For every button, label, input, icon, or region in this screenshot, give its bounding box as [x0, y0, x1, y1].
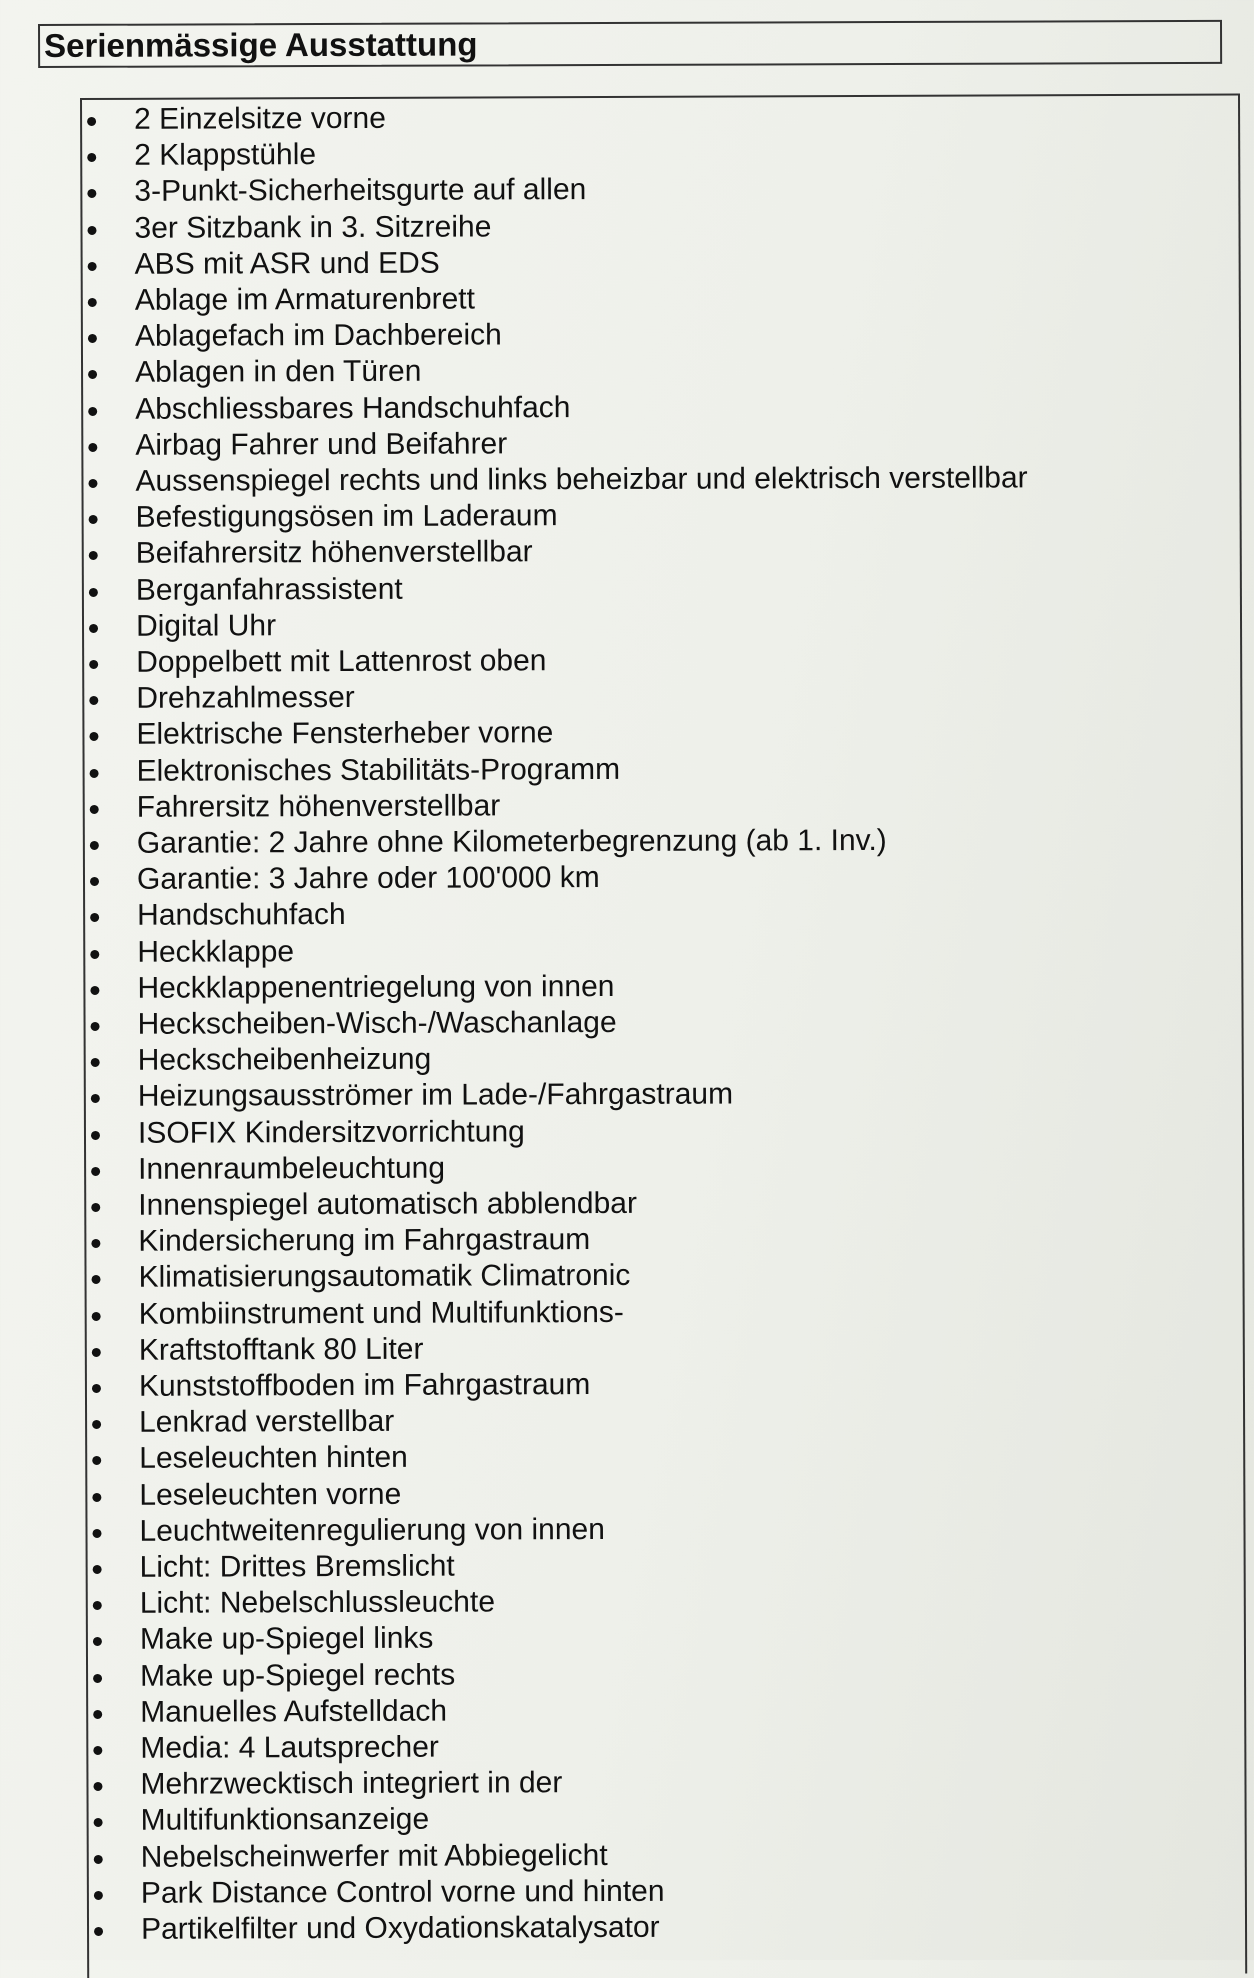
list-item-text: Licht: Nebelschlussleuchte — [140, 1585, 495, 1622]
bullet-icon — [92, 1529, 101, 1538]
list-item-text: 3er Sitzbank in 3. Sitzreihe — [134, 209, 491, 246]
bullet-icon — [91, 1058, 100, 1067]
bullet-icon — [93, 1746, 102, 1755]
bullet-icon — [88, 334, 97, 343]
list-item-text: Garantie: 3 Jahre oder 100'000 km — [137, 860, 600, 898]
list-item-text: Drehzahlmesser — [136, 680, 355, 717]
list-item-text: Kraftstofftank 80 Liter — [139, 1331, 424, 1368]
bullet-icon — [94, 1891, 103, 1900]
list-item-text: Partikelfilter und Oxydationskatalysator — [141, 1910, 660, 1948]
bullet-icon — [91, 1203, 100, 1212]
list-item-text: Heckscheibenheizung — [138, 1042, 432, 1079]
list-item-text: Leseleuchten vorne — [139, 1476, 401, 1513]
feature-list — [82, 96, 1238, 100]
bullet-icon — [90, 877, 99, 886]
list-item-text: Ablagen in den Türen — [135, 354, 421, 391]
list-item-text: Heizungsausströmer im Lade-/Fahrgastraum — [138, 1077, 733, 1115]
bullet-icon — [92, 1384, 101, 1393]
list-item-text: Elektronisches Stabilitäts-Programm — [137, 752, 621, 790]
bullet-icon — [88, 443, 97, 452]
list-item-text: Ablage im Armaturenbrett — [135, 281, 475, 318]
bullet-icon — [90, 841, 99, 850]
bullet-icon — [87, 153, 96, 162]
bullet-icon — [94, 1927, 103, 1936]
bullet-icon — [90, 769, 99, 778]
page-title: Serienmässige Ausstattung — [44, 24, 478, 66]
bullet-icon — [94, 1855, 103, 1864]
bullet-icon — [89, 551, 98, 560]
list-item-text: Heckscheiben-Wisch-/Waschanlage — [137, 1005, 616, 1043]
bullet-icon — [92, 1493, 101, 1502]
bullet-icon — [89, 696, 98, 705]
bullet-icon — [90, 986, 99, 995]
list-item-text: Abschliessbares Handschuhfach — [135, 390, 570, 428]
bullet-icon — [91, 1094, 100, 1103]
list-item-text: Ablagefach im Dachbereich — [135, 318, 502, 355]
list-item-text: Befestigungsösen im Laderaum — [136, 498, 558, 536]
bullet-icon — [93, 1637, 102, 1646]
bullet-icon — [88, 479, 97, 488]
bullet-icon — [88, 298, 97, 307]
bullet-icon — [91, 1022, 100, 1031]
bullet-icon — [92, 1275, 101, 1284]
list-item-text: Park Distance Control vorne und hinten — [141, 1874, 665, 1912]
list-item-text: Leseleuchten hinten — [139, 1440, 408, 1477]
list-item-text: 3-Punkt-Sicherheitsgurte auf allen — [134, 172, 586, 210]
list-item-text: Aussenspiegel rechts und links beheizbar und elektrisch verstellbar — [135, 460, 1027, 499]
bullet-icon — [91, 1167, 100, 1176]
bullet-icon — [91, 1239, 100, 1248]
list-item-text: Licht: Drittes Bremslicht — [140, 1549, 455, 1586]
list-item-text: Berganfahrassistent — [136, 571, 403, 608]
list-item-text: Manuelles Aufstelldach — [140, 1693, 447, 1730]
bullet-icon — [88, 407, 97, 416]
list-item-text: Innenspiegel automatisch abblendbar — [138, 1186, 637, 1224]
list-item-text: Kunststoffboden im Fahrgastraum — [139, 1367, 590, 1405]
list-item-text: Doppelbett mit Lattenrost oben — [136, 643, 546, 681]
bullet-icon — [87, 117, 96, 126]
list-item-text: Heckklappe — [137, 934, 294, 971]
bullet-icon — [90, 950, 99, 959]
bullet-icon — [90, 805, 99, 814]
bullet-icon — [93, 1674, 102, 1683]
list-item-text: 2 Einzelsitze vorne — [134, 101, 386, 138]
list-item-text: Klimatisierungsautomatik Climatronic — [138, 1258, 630, 1296]
list-item-text: Make up-Spiegel rechts — [140, 1657, 455, 1694]
list-item-text: Nebelscheinwerfer mit Abbiegelicht — [141, 1838, 608, 1876]
list-item-text: Make up-Spiegel links — [140, 1621, 434, 1658]
list-item-text: Digital Uhr — [136, 608, 276, 645]
bullet-icon — [90, 913, 99, 922]
bullet-icon — [88, 370, 97, 379]
list-item-text: Innenraumbeleuchtung — [138, 1150, 445, 1187]
bullet-icon — [92, 1312, 101, 1321]
list-item-text: Heckklappenentriegelung von innen — [137, 969, 614, 1007]
list-item-text: Garantie: 2 Jahre ohne Kilometerbegrenzung (ab 1. Inv.) — [137, 823, 887, 862]
list-item-text: Lenkrad verstellbar — [139, 1404, 394, 1441]
bullet-icon — [89, 515, 98, 524]
list-item-text: Handschuhfach — [137, 897, 346, 934]
bullet-icon — [91, 1131, 100, 1140]
feature-list-box — [80, 94, 1247, 1978]
list-item-text: Mehrzwecktisch integriert in der — [140, 1765, 562, 1803]
bullet-icon — [93, 1710, 102, 1719]
bullet-icon — [92, 1420, 101, 1429]
list-item-text: Elektrische Fensterheber vorne — [136, 716, 553, 754]
bullet-icon — [89, 732, 98, 741]
list-item-text: Kombiinstrument und Multifunktions- — [139, 1295, 624, 1333]
bullet-icon — [88, 262, 97, 271]
bullet-icon — [93, 1782, 102, 1791]
list-item-text: ISOFIX Kindersitzvorrichtung — [138, 1114, 525, 1151]
list-item-text: Leuchtweitenregulierung von innen — [139, 1512, 604, 1550]
bullet-icon — [93, 1565, 102, 1574]
bullet-icon — [92, 1456, 101, 1465]
list-item-text: ABS mit ASR und EDS — [135, 245, 440, 282]
bullet-icon — [87, 189, 96, 198]
list-item-text: Fahrersitz höhenverstellbar — [137, 788, 501, 825]
bullet-icon — [93, 1601, 102, 1610]
list-item-text: Kindersicherung im Fahrgastraum — [138, 1222, 590, 1260]
bullet-icon — [87, 226, 96, 235]
bullet-icon — [89, 588, 98, 597]
title-box — [38, 20, 1222, 68]
list-item-text: Multifunktionsanzeige — [141, 1802, 430, 1839]
list-item-text: Beifahrersitz höhenverstellbar — [136, 535, 533, 573]
bullet-icon — [89, 624, 98, 633]
bullet-icon — [89, 660, 98, 669]
list-item-text: Airbag Fahrer und Beifahrer — [135, 426, 507, 463]
list-item-text: Media: 4 Lautsprecher — [140, 1730, 439, 1767]
bullet-icon — [92, 1348, 101, 1357]
list-item-text: 2 Klappstühle — [134, 137, 316, 174]
bullet-icon — [94, 1818, 103, 1827]
